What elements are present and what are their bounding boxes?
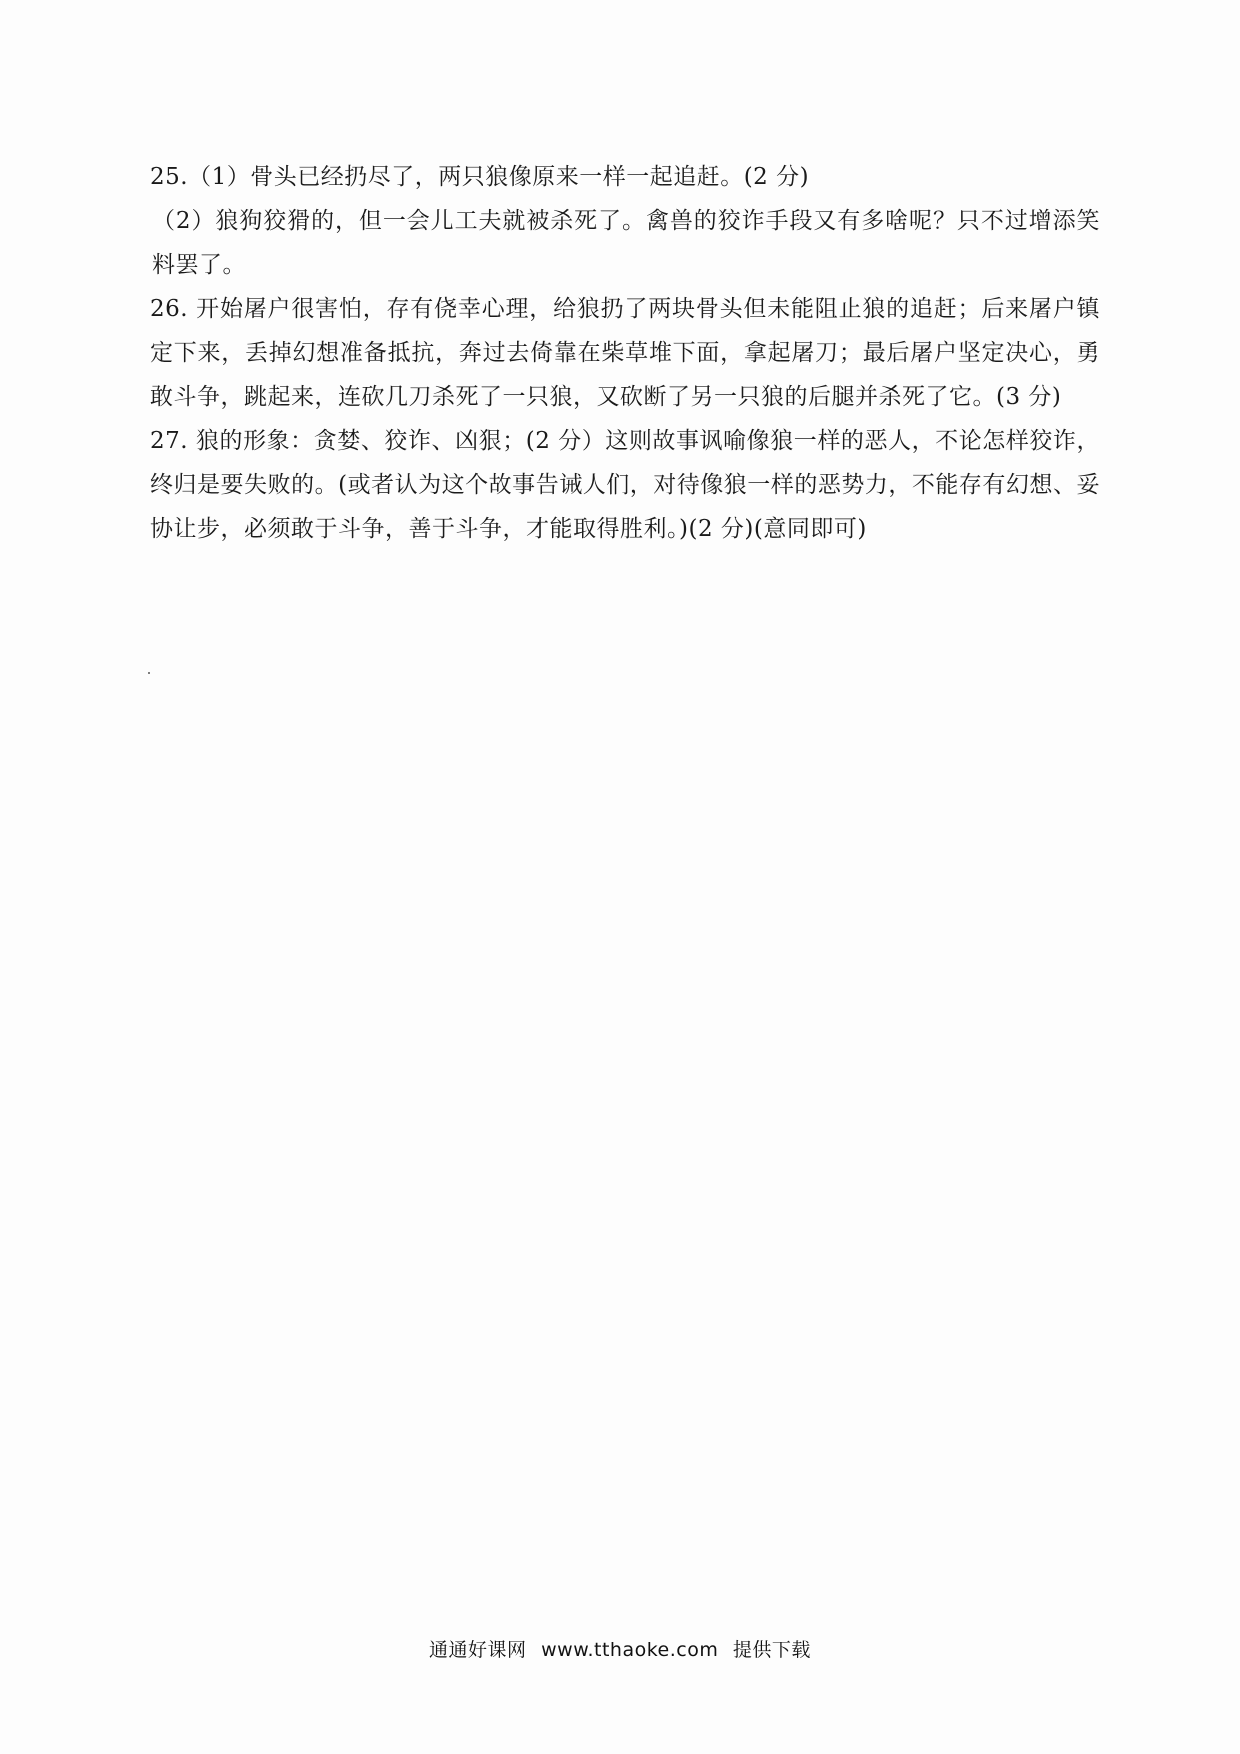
footer-site-name: 通通好课网 xyxy=(429,1639,527,1661)
answer-26: 26. 开始屠户很害怕，存有侥幸心理，给狼扔了两块骨头但未能阻止狼的追赶；后来屠户镇定下来，丢掉幻想准备抵抗，奔过去倚靠在柴草堆下面，拿起屠刀；最后屠户坚定决心，勇敢斗争，跳起来，连砍几刀杀死了一只狼，又砍断了另一只狼的后腿并杀死了它。(3 分) xyxy=(150,296,1100,410)
answer-25-part-2: （2）狼狗狡猾的，但一会儿工夫就被杀死了。禽兽的狡诈手段又有多啥呢？只不过增添笑料罢了。 xyxy=(152,208,1100,278)
scan-speck xyxy=(148,672,150,674)
footer-url[interactable]: www.tthaoke.com xyxy=(541,1639,719,1661)
footer-suffix: 提供下载 xyxy=(732,1639,811,1661)
page-footer xyxy=(0,1635,1240,1662)
answer-section xyxy=(150,155,1100,551)
answer-25-part-1: 25.（1）骨头已经扔尽了，两只狼像原来一样一起追赶。(2 分) xyxy=(150,164,810,190)
answer-27: 27. 狼的形象：贪婪、狡诈、凶狠；(2 分）这则故事讽喻像狼一样的恶人，不论怎样狡诈，终归是要失败的。(或者认为这个故事告诫人们，对待像狼一样的恶势力，不能存有幻想、妥协让步，必须敢于斗争，善于斗争，才能取得胜利。)(2 分)(意同即可) xyxy=(150,428,1100,542)
